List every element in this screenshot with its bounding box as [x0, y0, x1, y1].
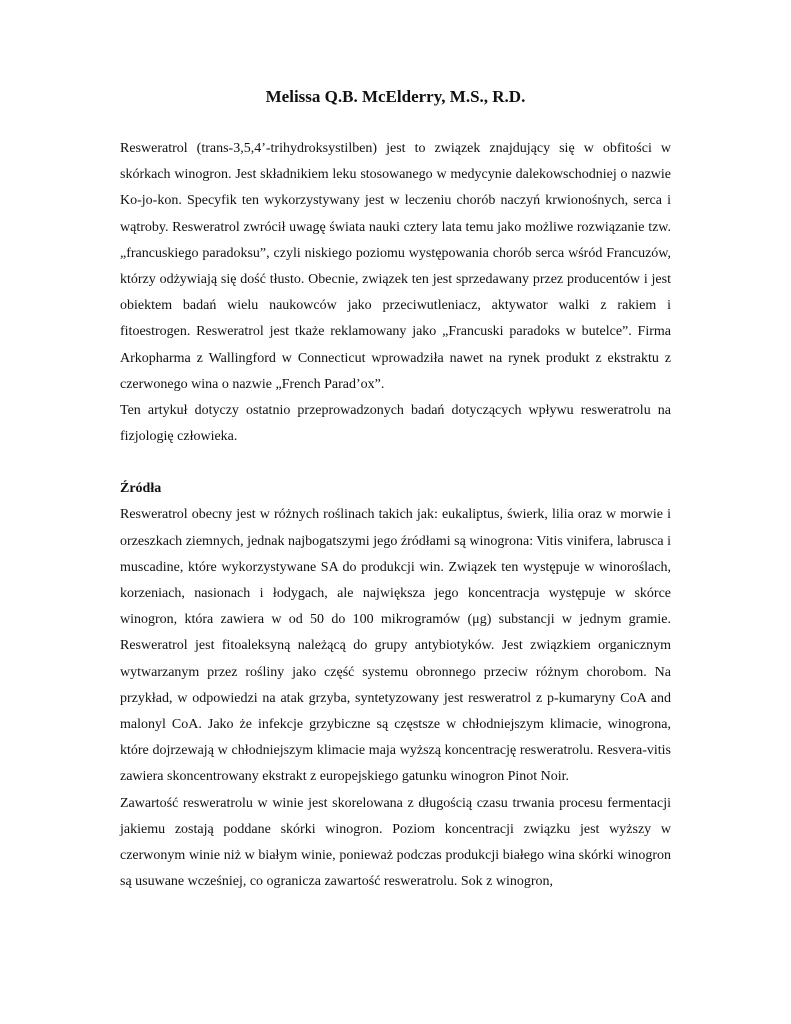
intro-paragraph-2: Ten artykuł dotyczy ostatnio przeprowadzonych badań dotyczących wpływu resweratrolu na fizjologię człowieka. — [120, 403, 671, 445]
intro-paragraph-1: Resweratrol (trans-3,5,4’-trihydroksystilben) jest to związek znajdujący się w obfitości w skórkach winogron. Jest składnikiem leku stosowanego w medycynie dalekowschodniej o nazwie Ko-jo-kon. Specyfik ten wykorzystywany jest w leczeniu chorób naczyń krwionośnych, serca i wątroby. Resweratrol zwrócił uwagę świata nauki cztery lata temu jako możliwe rozwiązanie tzw. „francuskiego paradoksu”, czyli niskiego poziomu występowania chorób serca wśród Francuzów, którzy odżywiają się dość tłusto. Obecnie, związek ten jest sprzedawany przez producentów i jest obiektem badań wielu naukowców jako przeciwutleniacz, aktywator walki z rakiem i fitoestrogen. Resweratrol jest tkaże reklamowany jako „Francuski paradoks w butelce”. Firma Arkopharma z Wallingford w Connecticut wprowadziła nawet na rynek produkt z ekstraktu z czerwonego wina o nazwie „French Parad’ox”. — [120, 141, 671, 392]
section-heading-sources: Źródła — [120, 481, 162, 497]
sources-paragraph-1: Resweratrol obecny jest w różnych roślinach takich jak: eukaliptus, świerk, lilia oraz w morwie i orzeszkach ziemnych, jednak najbogatszymi jego źródłami są winogrona: Vitis vinifera, labrusca i muscadine, które wykorzystywane SA do produkcji win. Związek ten występuje w winoroślach, korzeniach, nasionach i łodygach, ale największa jego koncentracja występuje w skórce winogron, która zawiera w od 50 do 100 mikrogramów (μg) substancji w jednym gramie. Resweratrol jest fitoaleksyną należącą do grupy antybiotyków. Jest związkiem organicznym wytwarzanym przez rośliny jako część systemu obronnego przeciw różnym chorobom. Na przykład, w odpowiedzi na atak grzyba, syntetyzowany jest resweratrol z p-kumaryny CoA and malonyl CoA. Jako że infekcje grzybiczne są częstsze w chłodniejszym klimacie, winogrona, które dojrzewają w chłodniejszym klimacie maja wyższą koncentrację resweratrolu. Resvera-vitis zawiera skoncentrowany ekstrakt z europejskiego gatunku winogron Pinot Noir. — [120, 507, 671, 785]
document-title: Melissa Q.B. McElderry, M.S., R.D. — [265, 87, 526, 106]
sources-paragraph-2: Zawartość resweratrolu w winie jest skorelowana z długością czasu trwania procesu fermentacji jakiemu zostają poddane skórki winogron. Poziom koncentracji związku jest wyższy w czerwonym winie niż w białym winie, ponieważ podczas produkcji białego wina skórki winogron są usuwane wcześniej, co ogranicza zawartość resweratrolu. Sok z winogron, — [120, 795, 671, 890]
document-body — [120, 136, 671, 895]
